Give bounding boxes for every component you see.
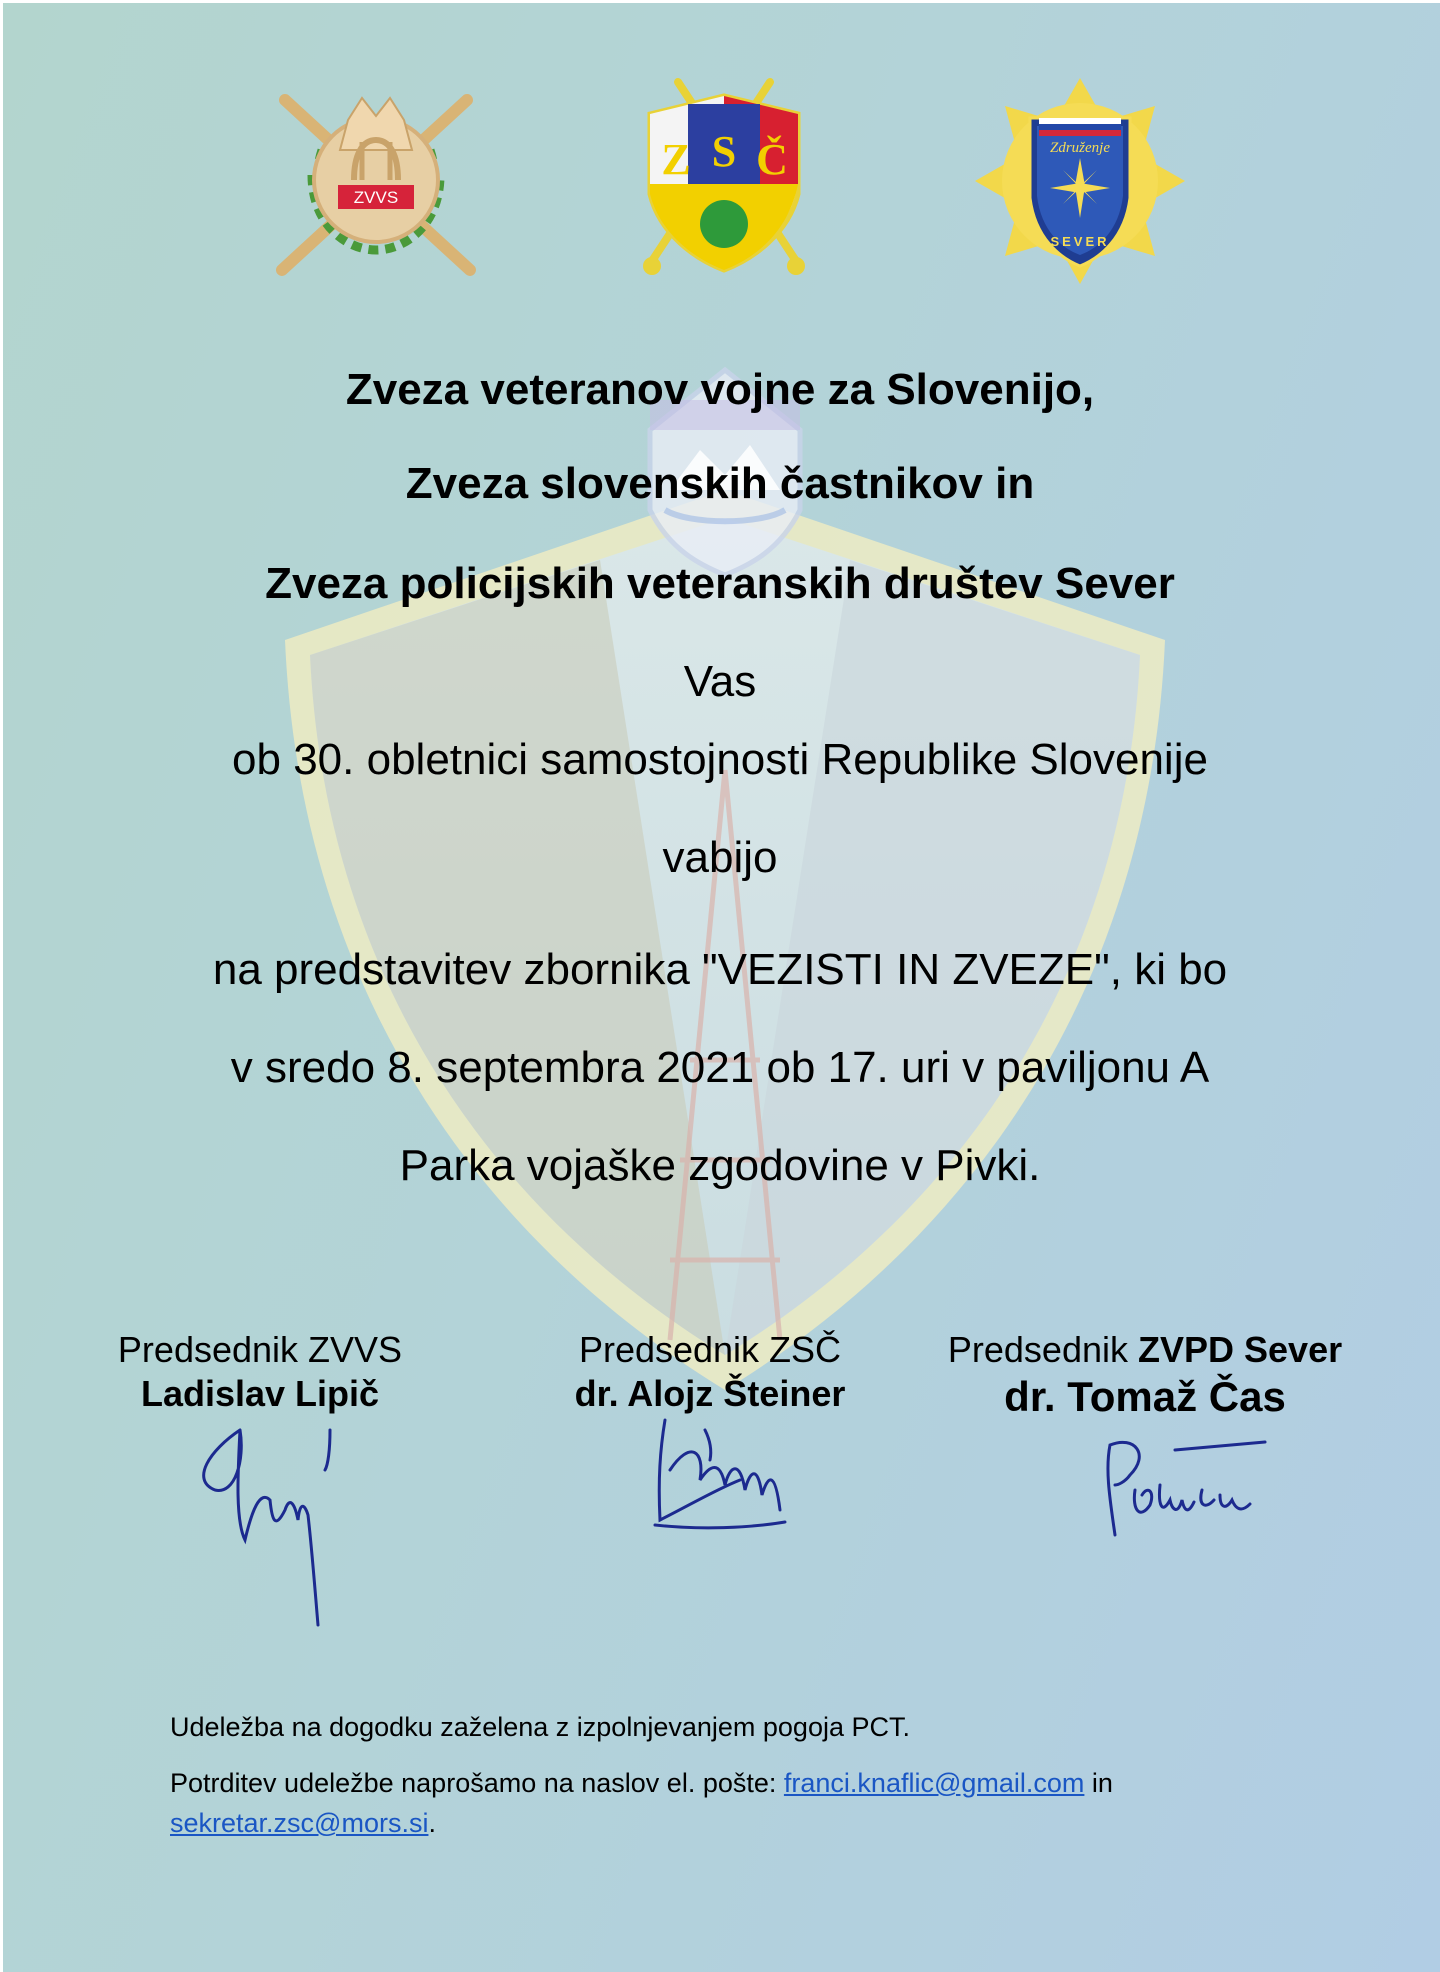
zsc-letter-s: S [711, 127, 737, 176]
signatory-zvpd [920, 1328, 1370, 1422]
signatory-zvpd-role-prefix: Predsednik [947, 1329, 1128, 1370]
invitation-line-3: vabijo [662, 833, 778, 882]
signatory-zvpd-role-bold: ZVPD Sever [1138, 1329, 1343, 1370]
signature-lipic [190, 1410, 370, 1630]
signatory-zvpd-name: dr. Tomaž Čas [1004, 1373, 1286, 1420]
footer-line-3 [170, 1806, 436, 1840]
zsc-letter-c: Č [756, 135, 788, 184]
heading-line-3: Zveza policijskih veteranskih društev Sever [265, 559, 1175, 608]
sever-logo-bottom-text: SEVER [1050, 234, 1110, 249]
signature-cas [1090, 1430, 1270, 1540]
invitation-line-2: ob 30. obletnici samostojnosti Republike Slovenije [232, 735, 1208, 784]
signatory-zsc [540, 1328, 880, 1416]
zvvs-logo-text: ZVVS [353, 188, 399, 207]
invitation-line-5: v sredo 8. septembra 2021 ob 17. uri v paviljonu A [230, 1043, 1210, 1092]
email-link-knaflic[interactable]: franci.knaflic@gmail.com [783, 1768, 1085, 1798]
signatory-zsc-role: Predsednik ZSČ [578, 1329, 842, 1370]
signatory-zsc-name: dr. Alojz Šteiner [574, 1373, 846, 1414]
zvvs-logo [262, 80, 490, 280]
invitation-line-1: Vas [683, 657, 757, 706]
footer-line-2-mid: in [1091, 1768, 1113, 1798]
signatory-zvvs [90, 1328, 430, 1416]
signatory-zvvs-name: Ladislav Lipič [140, 1373, 380, 1414]
sever-logo [975, 78, 1185, 284]
invitation-line-6: Parka vojaške zgodovine v Pivki. [399, 1141, 1041, 1190]
signature-steiner [650, 1410, 800, 1540]
heading-line-2: Zveza slovenskih častnikov in [405, 459, 1035, 508]
invitation-line-4: na predstavitev zbornika "VEZISTI IN ZVEZE", ki bo [212, 945, 1228, 994]
footer-line-1: Udeležba na dogodku zaželena z izpolnjevanjem pogoja PCT. [170, 1712, 910, 1742]
signatory-zvvs-role: Predsednik ZVVS [117, 1329, 403, 1370]
footer-line-2-prefix: Potrditev udeležbe naprošamo na naslov el. pošte: [170, 1768, 777, 1798]
footer-line-2 [170, 1766, 1113, 1800]
footer-line-3-suffix: . [428, 1808, 436, 1838]
zsc-logo [638, 74, 810, 280]
zsc-letter-z: Z [661, 135, 691, 184]
email-link-zsc[interactable]: sekretar.zsc@mors.si [170, 1808, 429, 1838]
sever-logo-top-text: Združenje [1050, 140, 1110, 156]
heading-line-1: Zveza veteranov vojne za Slovenijo, [345, 365, 1095, 414]
signatory-zvpd-role [920, 1328, 1370, 1372]
